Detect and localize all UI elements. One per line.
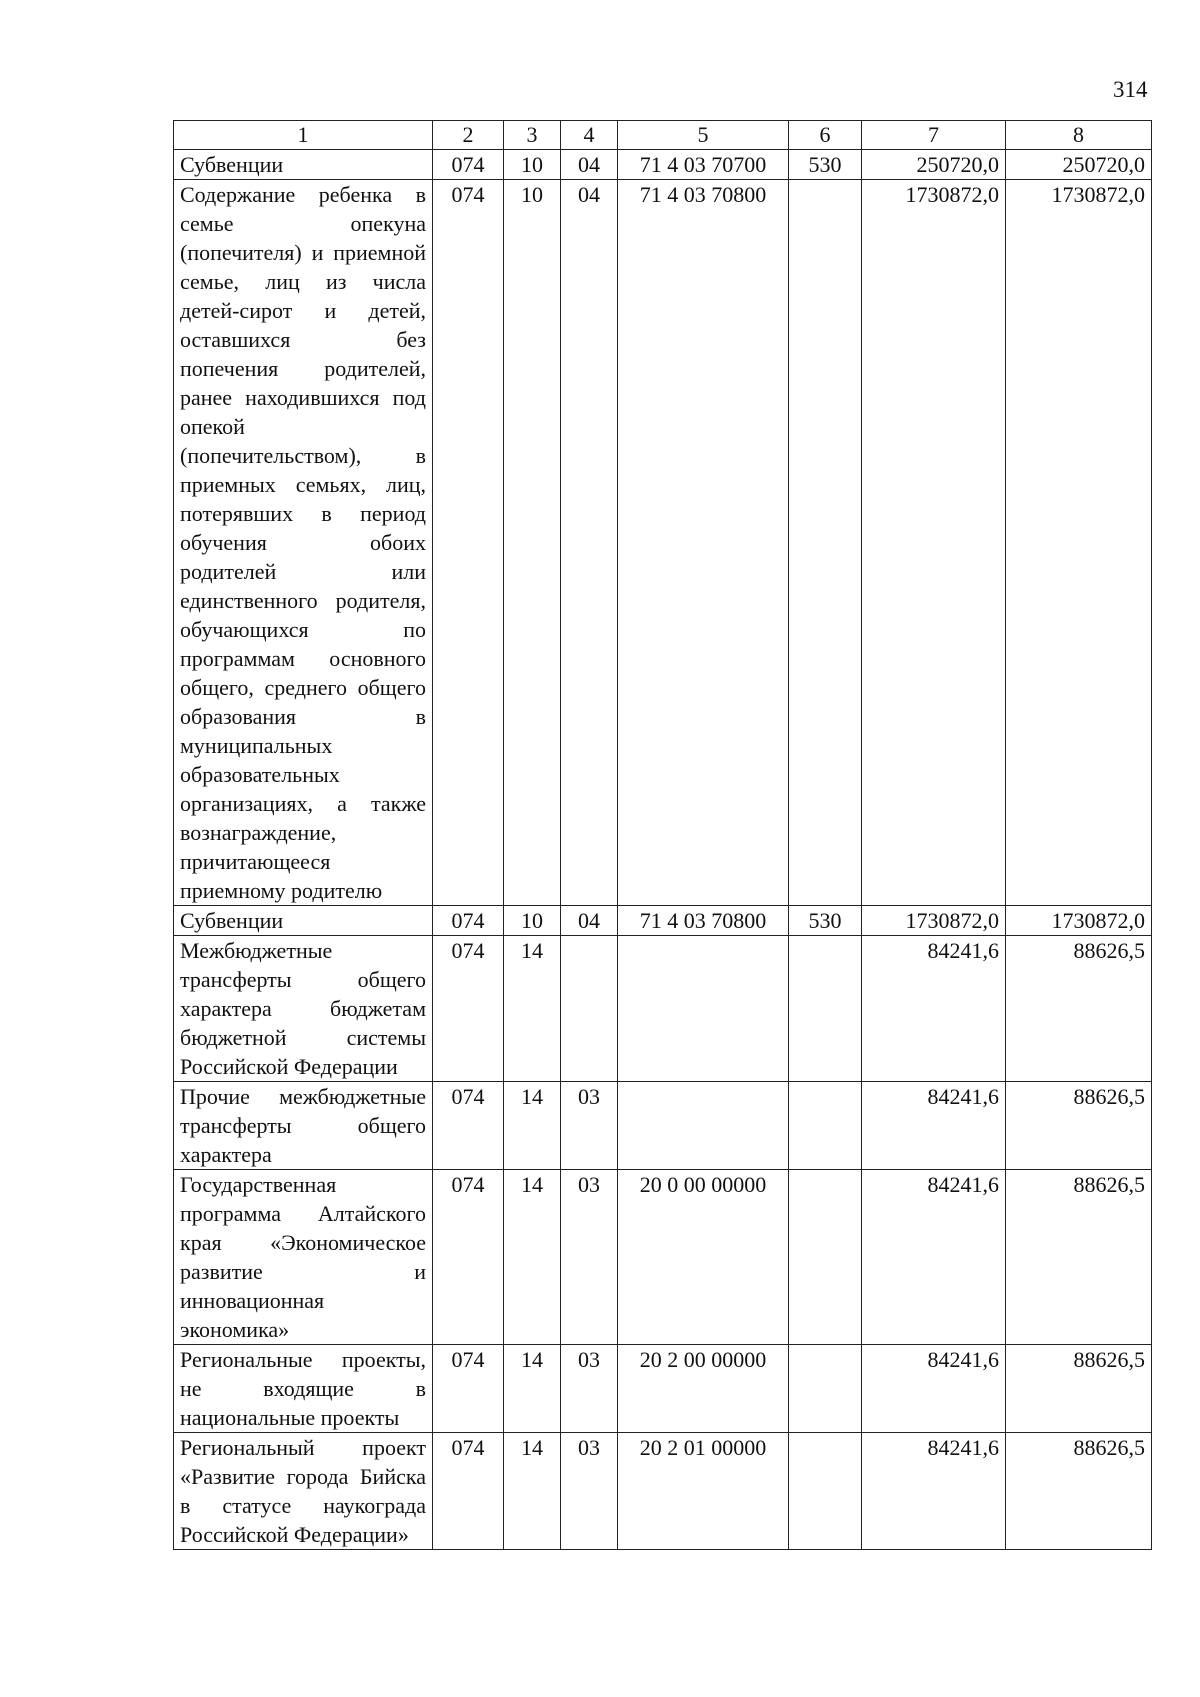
row-pr: 03 [561, 1433, 618, 1550]
row-name: Субвенции [174, 150, 433, 180]
row-vr [789, 1345, 862, 1433]
row-gr: 074 [433, 1345, 504, 1433]
page-number: 314 [1113, 77, 1148, 102]
row-vr [789, 1082, 862, 1170]
row-gr: 074 [433, 936, 504, 1082]
row-gr: 074 [433, 150, 504, 180]
row-rz: 10 [504, 150, 561, 180]
row-gr: 074 [433, 906, 504, 936]
row-csr: 71 4 03 70800 [618, 180, 789, 906]
row-gr: 074 [433, 1170, 504, 1345]
header-cell: 7 [862, 121, 1006, 150]
row-vr [789, 1433, 862, 1550]
row-rz: 10 [504, 906, 561, 936]
row-gr: 074 [433, 1082, 504, 1170]
row-pr: 03 [561, 1082, 618, 1170]
row-rz: 14 [504, 1170, 561, 1345]
row-vr [789, 936, 862, 1082]
row-csr: 71 4 03 70800 [618, 906, 789, 936]
row-year2: 88626,5 [1006, 1170, 1152, 1345]
budget-table [173, 120, 1152, 1550]
row-name: Прочие межбюджетные трансферты общего характера [174, 1082, 433, 1170]
row-year2: 88626,5 [1006, 936, 1152, 1082]
table-row [174, 1345, 1152, 1433]
row-year1: 1730872,0 [862, 180, 1006, 906]
header-cell: 8 [1006, 121, 1152, 150]
row-name: Региональный проект «Развитие города Бийска в статусе наукограда Российской Федерации» [174, 1433, 433, 1550]
row-rz: 14 [504, 1345, 561, 1433]
row-gr: 074 [433, 1433, 504, 1550]
table-row [174, 936, 1152, 1082]
row-pr: 04 [561, 180, 618, 906]
row-year1: 250720,0 [862, 150, 1006, 180]
row-csr: 20 2 00 00000 [618, 1345, 789, 1433]
row-year2: 88626,5 [1006, 1345, 1152, 1433]
row-year2: 88626,5 [1006, 1433, 1152, 1550]
row-csr [618, 936, 789, 1082]
table-row [174, 180, 1152, 906]
row-pr [561, 936, 618, 1082]
row-rz: 14 [504, 1433, 561, 1550]
row-year2: 250720,0 [1006, 150, 1152, 180]
row-vr [789, 180, 862, 906]
row-name: Региональные проекты, не входящие в национальные проекты [174, 1345, 433, 1433]
row-csr: 20 2 01 00000 [618, 1433, 789, 1550]
header-cell: 6 [789, 121, 862, 150]
row-gr: 074 [433, 180, 504, 906]
row-name: Государственная программа Алтайского края «Экономическое развитие и инновационная экономика» [174, 1170, 433, 1345]
table-row [174, 1170, 1152, 1345]
row-csr [618, 1082, 789, 1170]
header-cell: 5 [618, 121, 789, 150]
row-csr: 71 4 03 70700 [618, 150, 789, 180]
row-year1: 84241,6 [862, 1345, 1006, 1433]
row-name: Субвенции [174, 906, 433, 936]
table-row [174, 150, 1152, 180]
row-pr: 04 [561, 906, 618, 936]
row-vr [789, 1170, 862, 1345]
row-rz: 14 [504, 1082, 561, 1170]
row-year1: 84241,6 [862, 1170, 1006, 1345]
row-year1: 84241,6 [862, 1082, 1006, 1170]
table-row [174, 906, 1152, 936]
header-cell: 3 [504, 121, 561, 150]
header-cell: 4 [561, 121, 618, 150]
row-pr: 04 [561, 150, 618, 180]
row-vr: 530 [789, 150, 862, 180]
table-row [174, 1433, 1152, 1550]
row-rz: 10 [504, 180, 561, 906]
row-year1: 84241,6 [862, 936, 1006, 1082]
table-row [174, 1082, 1152, 1170]
row-csr: 20 0 00 00000 [618, 1170, 789, 1345]
row-rz: 14 [504, 936, 561, 1082]
row-pr: 03 [561, 1170, 618, 1345]
row-vr: 530 [789, 906, 862, 936]
row-pr: 03 [561, 1345, 618, 1433]
row-year1: 84241,6 [862, 1433, 1006, 1550]
header-cell: 1 [174, 121, 433, 150]
row-name: Межбюджетные трансферты общего характера бюджетам бюджетной системы Российской Федерации [174, 936, 433, 1082]
row-year2: 1730872,0 [1006, 180, 1152, 906]
header-row [174, 121, 1152, 150]
row-name: Содержание ребенка в семье опекуна (попечителя) и приемной семье, лиц из числа детей-сирот и детей, оставшихся без попечения родителей, ранее находившихся под опекой (попечительством), в приемных семьях, лиц, потерявших в период обучения обоих родителей или единственного родителя, обучающихся по программам основного общего, среднего общего образования в муниципальных образовательных организациях, а также вознаграждение, причитающееся приемному родителю [174, 180, 433, 906]
header-cell: 2 [433, 121, 504, 150]
row-year1: 1730872,0 [862, 906, 1006, 936]
row-year2: 1730872,0 [1006, 906, 1152, 936]
row-year2: 88626,5 [1006, 1082, 1152, 1170]
